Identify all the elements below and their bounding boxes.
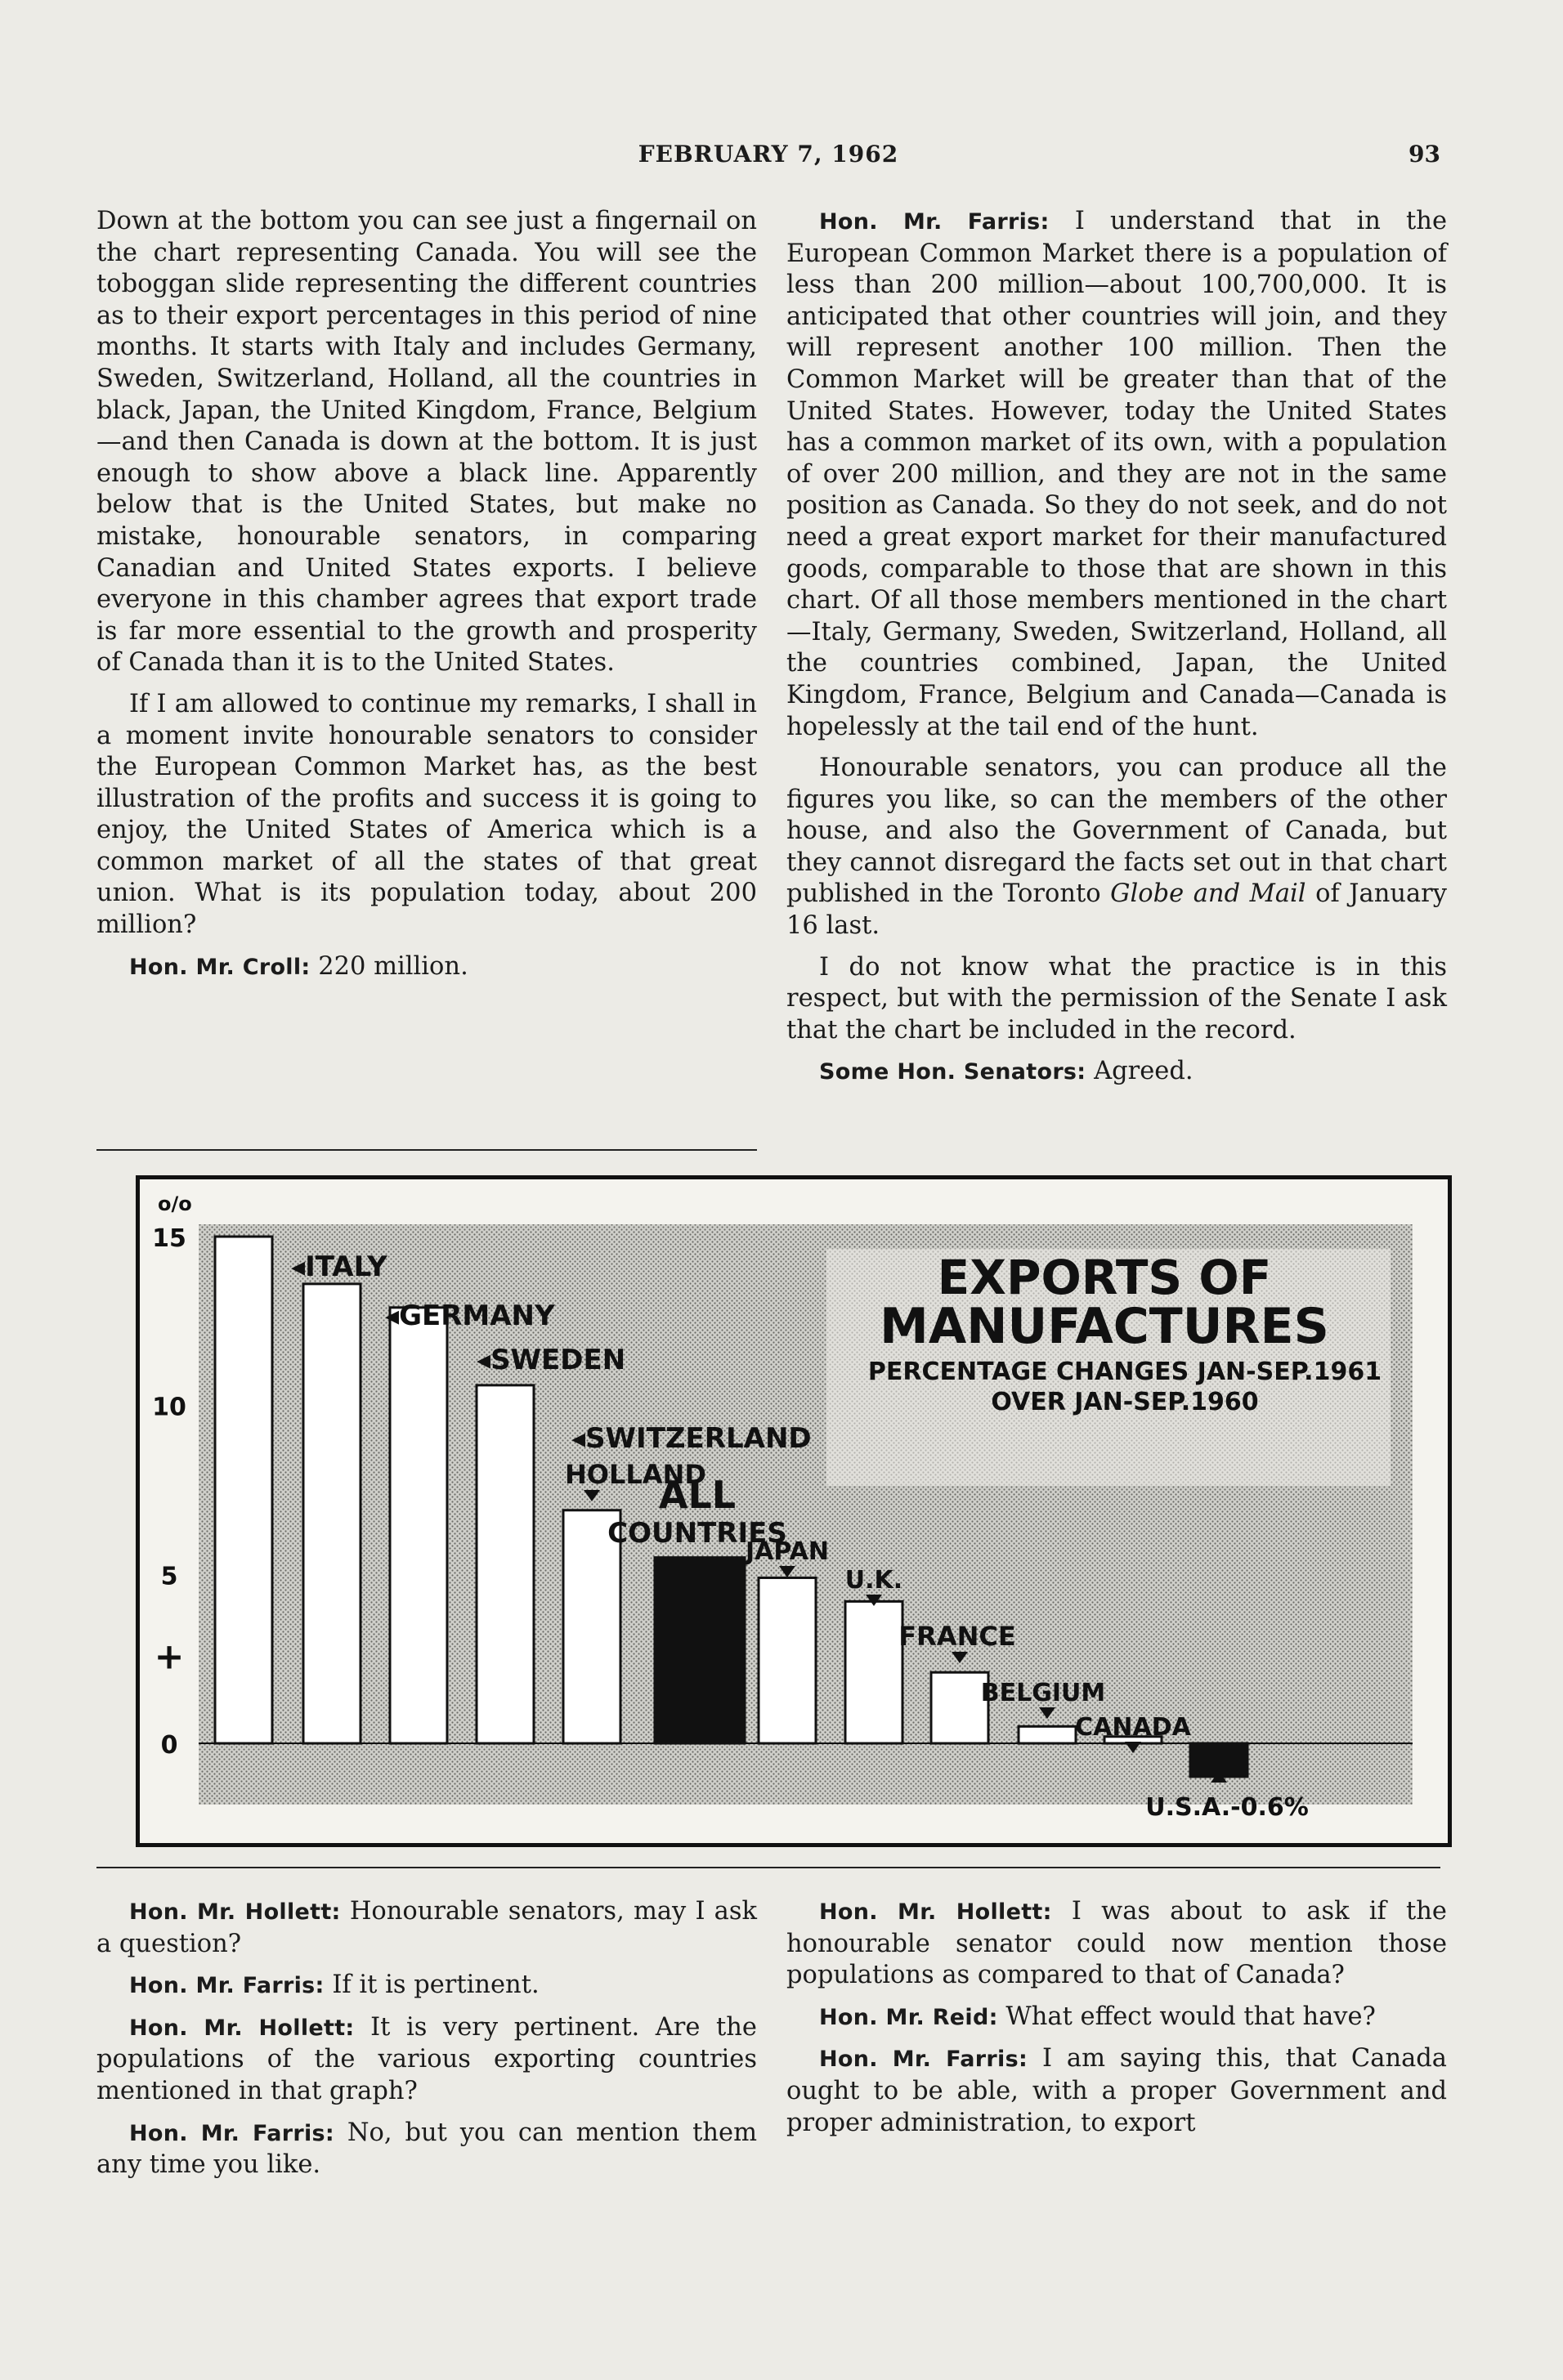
speaker-name: Some Hon. Senators: <box>819 1059 1086 1085</box>
paragraph <box>786 753 1447 942</box>
speaker-name: Hon. Mr. Farris: <box>819 2047 1028 2073</box>
speaker-name: Hon. Mr. Farris: <box>129 2120 334 2146</box>
bar-label: ◂SWEDEN <box>477 1344 626 1376</box>
paragraph-text: of January 16 last. <box>786 879 1447 941</box>
bar-france <box>931 1672 988 1743</box>
y-tick-label: 15 <box>152 1224 186 1253</box>
bar-label: ◂SWITZERLAND <box>571 1422 812 1455</box>
speaker-name: Hon. Mr. Farris: <box>819 209 1050 235</box>
speech-text: No, but you can mention them any time you like. <box>96 2118 757 2180</box>
speech-paragraph <box>96 1970 757 2002</box>
page-header <box>96 141 1440 181</box>
speaker-name: Hon. Mr. Hollett: <box>129 2015 355 2041</box>
bar-germany <box>303 1284 361 1743</box>
bar-label: HOLLAND <box>565 1459 706 1490</box>
y-tick-label: 5 <box>160 1562 178 1591</box>
chart-title-line2: MANUFACTURES <box>880 1298 1329 1355</box>
speech-text: I understand that in the European Common Market there is a population of less than 200 million—about 100,700,000. It is anticipated that other countries will join, and they will represent another 100 million. Then the Common Market will be greater than that of the United States. However, today the United States has a common market of its own, with a population of over 200 million, and they are not in the same position as Canada. So they do not seek, and do not need a great export market for their manufactured goods, comparable to those that are shown in this chart. Of all those members mentioned in the chart—Italy, Germany, Sweden, Switzerland, Holland, all the countries combined, Japan, the United Kingdom, France, Belgium and Canada—Canada is hopelessly at the tail end of the hunt. <box>786 207 1447 741</box>
left-column-bottom <box>96 1896 757 2191</box>
chart-title-line1: EXPORTS OF <box>937 1250 1272 1305</box>
speech-paragraph <box>96 2118 757 2181</box>
bar-label: U.K. <box>844 1566 903 1595</box>
speaker-name: Hon. Mr. Croll: <box>129 954 311 980</box>
bar-label-all-countries: COUNTRIES <box>607 1517 787 1550</box>
speech-paragraph <box>96 2012 757 2108</box>
bar-label: FRANCE <box>898 1621 1016 1652</box>
newspaper-title: Globe and Mail <box>1110 879 1306 909</box>
chart-subtitle-line1: PERCENTAGE CHANGES JAN-SEP.1961 <box>867 1358 1382 1386</box>
bar-label: ◂ITALY <box>291 1250 387 1283</box>
speaker-name: Hon. Mr. Farris: <box>129 1973 325 1999</box>
bar-u-k <box>845 1601 902 1743</box>
divider-line <box>96 1149 757 1151</box>
speech-paragraph <box>786 2002 1447 2034</box>
right-column-bottom <box>786 1896 1447 2149</box>
bar-label: U.S.A.-0.6% <box>1145 1793 1309 1822</box>
bar-belgium <box>1019 1726 1076 1743</box>
paragraph-text: Honourable senators, you can produce all the figures you like, so can the members of the other house, and also the Government of Canada, but they cannot disregard the facts set out in that chart published in the Toronto <box>786 754 1447 909</box>
speech-paragraph <box>786 1896 1447 1992</box>
speaker-name: Hon. Mr. Reid: <box>819 2004 998 2030</box>
right-column-top <box>786 206 1447 1098</box>
y-axis <box>152 1192 192 1760</box>
speech-paragraph <box>96 951 757 984</box>
divider-line <box>96 1867 1440 1868</box>
y-tick-label: 0 <box>160 1731 178 1760</box>
paragraph: If I am allowed to continue my remarks, I shall in a moment invite honourable senators to consider the European Common Market has, as the best illustration of the profits and success it is going to enjoy, the United States of America which is a common market of all the states of that great union. What is its population today, about 200 million? <box>96 689 757 940</box>
speech-text: What effect would that have? <box>997 2002 1376 2031</box>
speech-paragraph <box>786 1056 1447 1089</box>
page-number: 93 <box>1408 141 1440 168</box>
y-tick-label: 10 <box>152 1393 186 1422</box>
speech-text: If it is pertinent. <box>324 1971 540 2000</box>
speech-paragraph <box>96 1896 757 1960</box>
speech-text: I am saying this, that Canada ought to be able, with a proper Government and proper administration, to export <box>786 2044 1447 2137</box>
bar-label: BELGIUM <box>980 1679 1106 1707</box>
bar-label: CANADA <box>1075 1713 1191 1742</box>
speech-paragraph <box>786 2043 1447 2139</box>
paragraph: Down at the bottom you can see just a fingernail on the chart representing Canada. You will see the toboggan slide representing the different countries as to their export percentages in this period of nine months. It starts with Italy and includes Germany, Sweden, Switzerland, Holland, all the countries in black, Japan, the United Kingdom, France, Belgium—and then Canada is down at the bottom. It is just enough to show above a black line. Apparently below that is the United States, but make no mistake, honourable senators, in comparing Canadian and United States exports. I believe everyone in this chamber agrees that export trade is far more essential to the growth and prosperity of Canada than it is to the United States. <box>96 207 757 678</box>
bar-label: JAPAN <box>746 1537 829 1566</box>
y-tick-label: + <box>154 1635 185 1678</box>
speech-text: Agreed. <box>1086 1057 1194 1086</box>
bar-all-countries <box>655 1558 745 1743</box>
speech-text: I was about to ask if the honourable senator could now mention those populations as compared to that of Canada? <box>786 1897 1447 1990</box>
exports-chart <box>136 1175 1452 1847</box>
bar-label-all-countries: ALL <box>658 1473 737 1517</box>
paragraph: I do not know what the practice is in this respect, but with the permission of the Senate I ask that the chart be included in the record. <box>786 952 1447 1045</box>
chart-canvas <box>140 1179 1448 1843</box>
bar-italy <box>215 1237 272 1743</box>
speech-text: It is very pertinent. Are the populations of the various exporting countries mentioned in that graph? <box>96 2012 757 2105</box>
speaker-name: Hon. Mr. Hollett: <box>129 1899 341 1925</box>
speech-text: 220 million. <box>310 951 468 981</box>
speech-text: Honourable senators, may I ask a question? <box>96 1897 757 1958</box>
bar-label: ◂GERMANY <box>385 1300 555 1332</box>
speaker-name: Hon. Mr. Hollett: <box>819 1899 1052 1925</box>
y-axis-unit: o/o <box>158 1192 192 1215</box>
bar-sweden <box>390 1308 447 1743</box>
bar-switzerland <box>477 1385 534 1743</box>
speech-paragraph <box>786 206 1447 743</box>
header-date: FEBRUARY 7, 1962 <box>638 141 899 168</box>
bar-japan <box>759 1577 816 1743</box>
chart-subtitle-line2: OVER JAN-SEP.1960 <box>991 1388 1259 1416</box>
left-column-top <box>96 206 757 993</box>
